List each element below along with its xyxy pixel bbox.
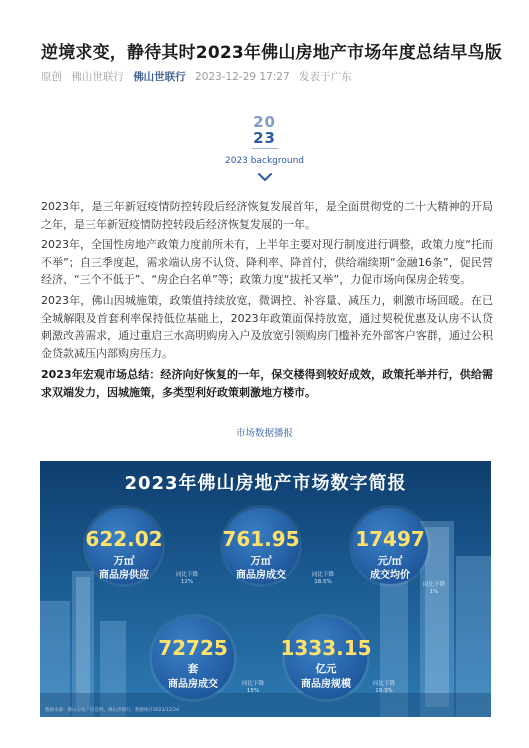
stat-change-label: 同比下降	[241, 681, 264, 687]
original-tag: 原创	[41, 71, 62, 83]
year-badge-bottom: 23	[253, 129, 276, 147]
publish-location: 发表于广东	[299, 71, 352, 83]
stat-label-avg-price: 成交均价	[370, 570, 410, 581]
infographic-footnote: 数据来源：佛山房地产信息网、佛山世联行、数据统计2023/12/24	[45, 708, 179, 713]
paragraph-national-policy: 2023年，全国性房地产政策力度前所未有，上半年主要对现行制度进行调整，政策力度“托而不举”；自三季度起，需求端认房不认贷、降利率、降首付，供给端续期“金融16条”，促民营经济、“三个不低于”、“房企白名单”等；政策力度“拔托又举”，力促市场向保房企转变。	[41, 238, 493, 286]
year-badge-top: 20	[253, 113, 276, 131]
stat-value-scale: 1333.15	[280, 636, 372, 660]
stat-change-value: 12%	[180, 579, 194, 585]
chevron-down-icon	[257, 172, 273, 182]
paragraph-intro: 2023年，是三年新冠疫情防控转段后经济恢复发展首年，是全面贯彻党的二十大精神的开局之年，是三年新冠疫情防控转段后经济恢复发展的一年。	[41, 200, 493, 231]
stat-unit-avg-price: 元/㎡	[377, 555, 403, 567]
stat-change-label: 同比下降	[422, 582, 445, 588]
stat-change-label: 同比下降	[175, 572, 198, 578]
stat-label-sales-area: 商品房成交	[236, 570, 286, 581]
stat-change-value: 19.3%	[375, 688, 393, 694]
stat-change-value: 1%	[429, 589, 439, 595]
infographic-title: 2023年佛山房地产市场数字简报	[124, 473, 407, 494]
publish-datetime: 2023-12-29 17:27	[195, 71, 290, 83]
stat-unit-scale: 亿元	[315, 663, 337, 675]
stat-unit-sales-area: 万㎡	[250, 555, 272, 567]
stat-change-avg-price	[416, 582, 452, 596]
stat-value-supply: 622.02	[85, 527, 163, 551]
paragraph-summary: 2023年宏观市场总结：经济向好恢复的一年，保交楼得到较好成效，政策托举并行，供给需求双端发力，因城施策，多类型利好政策刺激地方楼市。	[41, 368, 493, 399]
infographic-image	[40, 461, 491, 717]
stat-label-units: 商品房成交	[168, 679, 218, 690]
stat-label-supply: 商品房供应	[99, 570, 149, 581]
stat-change-label: 同比下降	[311, 572, 334, 578]
article-meta	[41, 69, 358, 84]
stat-value-sales-area: 761.95	[222, 527, 300, 551]
author-name: 佛山世联行	[71, 71, 124, 83]
stat-unit-supply: 万㎡	[113, 555, 135, 567]
stat-unit-units: 套	[187, 663, 199, 675]
stat-change-units	[235, 681, 271, 695]
paragraph-foshan-policy: 2023年，佛山因城施策，政策值持续放宽，微调控、补容量、减压力，刺激市场回暖。在已全城解限及首套利率保持低位基础上，2023年政策面保持放宽，通过契税优惠及认房不认贷刺激改善需求，通过重启三水高明购房入户及放宽引领购房门槛补充外部客户客群，通过公积金贷款减压内部购房压力。	[41, 294, 493, 360]
stat-change-value: 15%	[246, 688, 260, 694]
stat-value-avg-price: 17497	[355, 527, 425, 551]
year-divider	[252, 148, 278, 149]
background-label: 2023 background	[225, 156, 304, 166]
section-link-market-data[interactable]: 市场数据播报	[235, 428, 293, 439]
stat-value-units: 72725	[158, 636, 228, 660]
stat-change-label: 同比下降	[372, 681, 395, 687]
stat-label-scale: 商品房规模	[301, 679, 351, 690]
stat-change-sales-area	[305, 572, 341, 586]
account-link[interactable]: 佛山世联行	[133, 71, 186, 83]
stat-change-value: 18.5%	[314, 579, 332, 585]
stat-change-supply	[169, 572, 205, 586]
stat-change-scale	[366, 681, 402, 695]
article-title: 逆境求变，静待其时2023年佛山房地产市场年度总结早鸟版	[41, 43, 502, 63]
